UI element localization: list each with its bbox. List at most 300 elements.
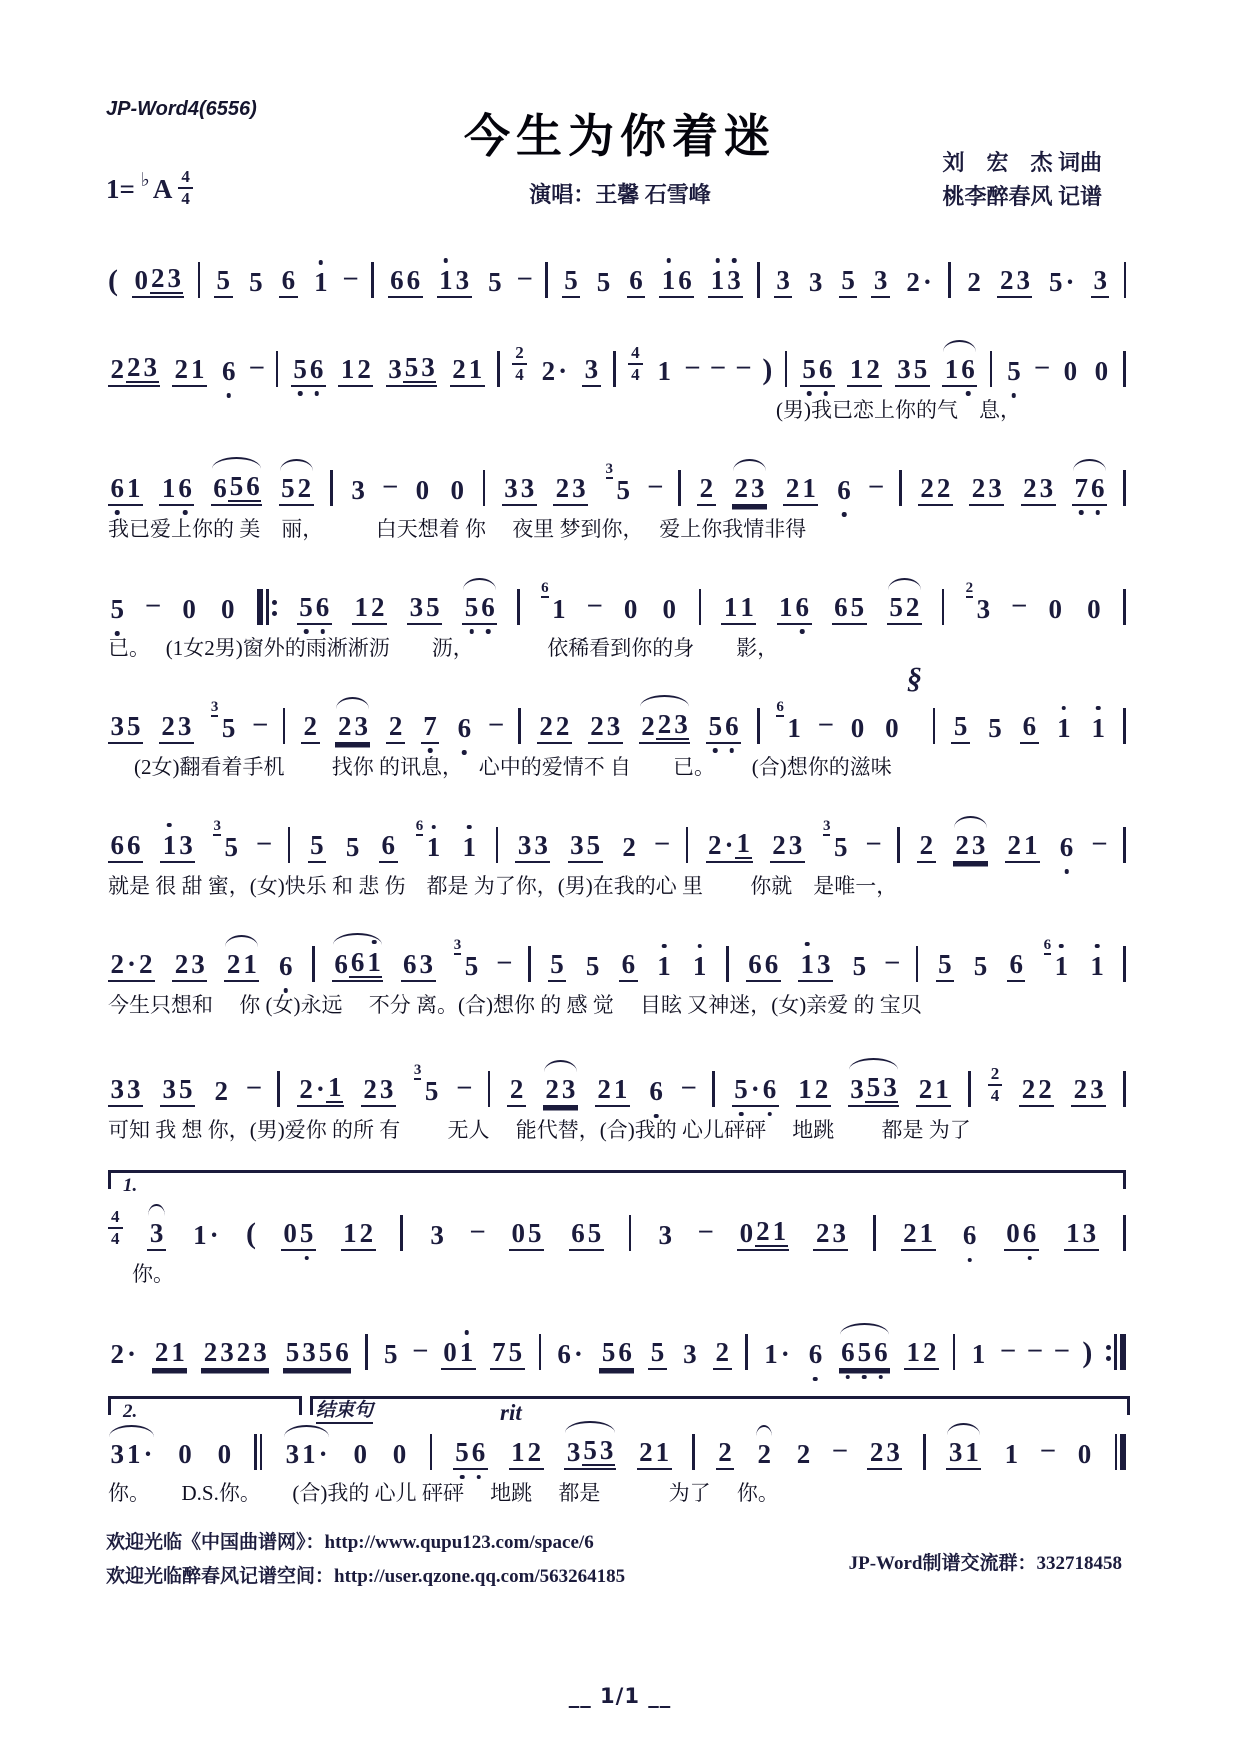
meter-signature: [178, 168, 193, 211]
duration-dash: –: [344, 262, 358, 291]
note-cluster: 1: [1055, 715, 1074, 744]
music-system-6: [108, 801, 1126, 900]
duration-dash: –: [1055, 1334, 1069, 1364]
note-cluster: 1 3: [798, 951, 833, 982]
note-cluster: 2 1: [450, 356, 485, 387]
slur-arc: [733, 459, 766, 471]
duration-dash: –: [819, 707, 833, 737]
note-cluster: 3: [1091, 267, 1110, 298]
barline-|: [497, 351, 500, 387]
note-cluster: 3 1: [946, 1439, 981, 1470]
barline-|: [1123, 827, 1126, 863]
note-cluster: 0 2 3: [132, 265, 184, 298]
volta-label: 2.: [123, 1401, 138, 1423]
barline-|: [968, 1071, 971, 1107]
note-cluster: 5: [108, 596, 127, 625]
note-cluster: 2 3: [770, 832, 805, 863]
music-system-11: [108, 1390, 1126, 1507]
note-cluster: 1 1: [721, 594, 756, 625]
note-cluster: 0: [220, 593, 235, 624]
barline-|: [517, 589, 520, 625]
notation-row: [108, 318, 1126, 387]
duration-dash: –: [885, 945, 899, 975]
lyrics-row: 我已爱上你的 美 丽， 白天想着 你 夜里 梦到你， 爱上你我情非得: [108, 516, 807, 541]
note-cluster: 1: [460, 834, 479, 863]
note-cluster: 6: [647, 1078, 666, 1107]
note-cluster: 0: [178, 1439, 192, 1470]
note-cluster: 2: [716, 1439, 735, 1470]
parenthesis: ): [762, 352, 773, 386]
parenthesis: (: [246, 1217, 256, 1251]
note-cluster: 6 5 6: [839, 1339, 891, 1370]
barline-|: [757, 262, 760, 298]
note-cluster: 3 5: [108, 713, 143, 744]
slur-arc: [943, 340, 976, 352]
notation-row: 3 5 2 3 3 5 – 2 2 3 2 7 6 – 2 2 2 3 2 2 3 5 6 6 1 – 0 0 § 5 5 6 1 1: [108, 682, 1126, 744]
note-cluster: 2: [917, 832, 936, 863]
note-cluster: 5: [852, 950, 867, 981]
note-cluster: 6: [277, 953, 296, 982]
note-cluster: 3 5: [453, 936, 479, 981]
volta-bracket: [108, 1170, 1126, 1197]
slur-arc: [336, 697, 369, 709]
note-cluster: 5: [214, 267, 233, 298]
note-cluster: 3: [808, 267, 823, 297]
footer-links: [106, 1526, 625, 1594]
barline-|: [283, 708, 286, 744]
duration-dash: –: [146, 588, 160, 618]
note-cluster: 5: [249, 267, 263, 297]
note-cluster: 1 2: [509, 1439, 544, 1470]
note-cluster: 0 6: [1004, 1220, 1039, 1251]
key-prefix: 1=: [106, 173, 135, 204]
note-cluster: 0: [1063, 355, 1078, 386]
note-cluster: 1 ·: [764, 1339, 790, 1370]
slur-arc: [280, 459, 313, 471]
duration-dash: –: [833, 1434, 847, 1464]
note-cluster: 0 2 1: [737, 1218, 789, 1251]
note-cluster: 7 5: [490, 1339, 525, 1370]
note-cluster: 2 3 2 3: [201, 1339, 269, 1370]
notation-row: [108, 236, 1126, 298]
note-cluster: 2: [713, 1339, 732, 1370]
barline-|: [288, 827, 291, 863]
note-cluster: 2 2: [918, 475, 953, 506]
music-system-5: [108, 661, 1126, 781]
note-cluster: 1 6: [777, 594, 812, 625]
note-cluster: 5: [1005, 358, 1024, 387]
barline-|: [1123, 1071, 1126, 1107]
note-cluster: 6: [627, 267, 646, 298]
note-cluster: 5: [548, 951, 567, 982]
note-cluster: 2 · 1: [706, 830, 753, 863]
grace-note: 3: [213, 817, 221, 834]
slur-arc: [148, 1204, 165, 1216]
note-cluster: 2 1: [152, 1339, 187, 1370]
barline-|: [933, 708, 936, 744]
note-cluster: 2 3: [732, 475, 767, 506]
slur-arc: [463, 578, 496, 590]
note-cluster: 6 ·: [557, 1339, 583, 1370]
note-cluster: 2: [214, 1076, 228, 1107]
duration-dash: –: [518, 262, 532, 291]
note-cluster: 6 6: [388, 267, 423, 298]
time-signature: $\frac{4}{4}$: [108, 1208, 123, 1251]
note-cluster: 5: [383, 1339, 398, 1370]
note-cluster: 1 6: [659, 267, 694, 298]
note-cluster: 3: [582, 356, 601, 387]
note-cluster: 2 3: [1021, 475, 1056, 506]
music-system-8: [108, 1039, 1126, 1145]
notation-row: [108, 444, 1126, 506]
note-cluster: 7: [421, 713, 440, 744]
duration-dash: –: [711, 350, 725, 380]
note-cluster: 3 5: [210, 698, 236, 743]
notation-row: [108, 1308, 1126, 1370]
note-cluster: 1: [1088, 953, 1107, 982]
note-cluster: 3: [658, 1220, 672, 1251]
lyrics-row: 就是 很 甜 蜜，(女)快乐 和 悲 伤 都是 为了你，(男)在我的心 里 你就 是唯一，: [108, 873, 898, 898]
note-cluster: 2 ·: [110, 1339, 137, 1370]
note-cluster: 3 1 ·: [283, 1441, 330, 1470]
note-cluster: 6: [619, 951, 638, 982]
note-cluster: 1 2: [341, 1220, 376, 1251]
note-cluster: 3 5: [895, 356, 930, 387]
duration-dash: –: [867, 826, 881, 856]
note-cluster: 0: [885, 712, 899, 743]
barline-|: [990, 351, 993, 387]
duration-dash: –: [736, 350, 750, 380]
note-cluster: 0: [182, 593, 196, 624]
note-cluster: 2 2 3: [639, 711, 691, 744]
note-cluster: 2 3: [543, 1076, 578, 1107]
barline-|: [528, 946, 531, 982]
barline-|: [1123, 351, 1126, 387]
note-cluster: 2 2: [1019, 1076, 1054, 1107]
barline-|: [539, 1334, 542, 1370]
note-cluster: 2 3: [361, 1076, 396, 1107]
barline-|: [1123, 470, 1126, 506]
duration-dash: –: [383, 469, 397, 499]
note-cluster: 1 2: [352, 594, 387, 625]
note-cluster: 1 2: [796, 1076, 831, 1107]
flat-icon: ♭: [140, 169, 150, 191]
note-cluster: 6 6: [746, 951, 781, 982]
barline-|: [785, 351, 788, 387]
note-cluster: 1 3: [708, 267, 743, 298]
barline-|: [312, 946, 315, 982]
barline-|: [745, 1334, 748, 1370]
note-cluster: 1 3: [160, 832, 195, 863]
duration-dash: –: [471, 1215, 485, 1245]
note-cluster: 1 2: [904, 1339, 939, 1370]
barline-|: [613, 351, 616, 387]
barline-|: [483, 470, 486, 506]
note-cluster: 0: [353, 1439, 367, 1470]
note-cluster: 5 6: [706, 713, 741, 744]
slur-arc: [954, 816, 987, 828]
note-cluster: 3 5: [160, 1076, 195, 1107]
duration-dash: –: [1028, 1334, 1042, 1364]
footer-qq-group: JP-Word制谱交流群：332718458: [848, 1553, 1122, 1574]
barline-|: [948, 262, 951, 298]
note-cluster: 6: [835, 477, 854, 506]
note-cluster: 6: [960, 1222, 979, 1251]
note-cluster: 2: [507, 1076, 526, 1107]
duration-dash: –: [869, 469, 883, 499]
lyrics-row: (男)我已恋上你的气 息，: [776, 397, 1021, 422]
notation-row: [108, 563, 1126, 625]
note-cluster: 5: [562, 267, 581, 298]
note-cluster: 0: [623, 593, 638, 624]
music-system-2: [108, 318, 1126, 424]
note-cluster: 5: [585, 950, 600, 981]
barline-|: [330, 470, 333, 506]
note-cluster: 2 3: [997, 267, 1032, 298]
note-cluster: 3 5: [605, 460, 630, 505]
note-cluster: 2: [622, 831, 636, 862]
key-signature: [106, 168, 193, 211]
note-cluster: 5 6: [599, 1339, 634, 1370]
note-cluster: 3: [871, 267, 890, 298]
duration-dash: –: [250, 350, 264, 380]
grace-note: 3: [413, 1062, 422, 1079]
note-cluster: 2 1: [637, 1439, 672, 1470]
note-cluster: 3: [147, 1220, 166, 1251]
note-cluster: 2 3: [953, 832, 988, 863]
duration-dash: –: [497, 945, 511, 975]
duration-dash: –: [1041, 1434, 1055, 1464]
note-cluster: 5 6: [453, 1439, 488, 1470]
note-cluster: 2: [301, 713, 320, 744]
note-cluster: 0: [662, 593, 677, 624]
slur-arc: [840, 1323, 890, 1335]
music-system-3: [108, 444, 1126, 543]
duration-dash: –: [413, 1334, 427, 1364]
note-cluster: 3 5: [213, 817, 238, 862]
note-cluster: 6 1: [108, 475, 143, 506]
note-cluster: 2 2 3: [108, 354, 160, 387]
barline-|: [1123, 1215, 1126, 1251]
note-cluster: 2 3: [813, 1220, 848, 1251]
note-cluster: 6 6 1: [332, 949, 384, 982]
duration-dash: –: [1092, 826, 1106, 856]
note-cluster: 6 5: [569, 1220, 604, 1251]
lyrics-row: 你。 D.S.你。 (合)我的 心儿 砰砰 地跳 都是 为了 你。: [108, 1481, 779, 1506]
barline-|: [712, 1071, 715, 1107]
note-cluster: 2 3: [159, 713, 194, 744]
note-cluster: 5: [648, 1339, 667, 1370]
note-cluster: 2 1: [916, 1076, 951, 1107]
section-bracket: [310, 1396, 1130, 1422]
duration-dash: –: [1001, 1334, 1015, 1364]
note-cluster: 3: [774, 267, 793, 298]
note-cluster: 6 1: [415, 817, 441, 862]
duration-dash: –: [457, 1071, 471, 1101]
note-cluster: 0: [1087, 593, 1101, 624]
note-cluster: 6: [1057, 834, 1076, 863]
barline-|: [953, 1334, 956, 1370]
grace-note: 6: [541, 579, 549, 596]
note-cluster: 1 3: [437, 267, 472, 298]
note-cluster: 0: [415, 474, 430, 505]
note-cluster: 2 1: [172, 356, 207, 387]
time-signature: $\frac{2}{4}$: [512, 344, 527, 387]
note-cluster: 2 3: [553, 475, 588, 506]
note-cluster: 2 1: [595, 1076, 630, 1107]
music-system-7: [108, 920, 1126, 1019]
duration-dash: –: [686, 350, 700, 380]
barline-|: [1124, 262, 1127, 298]
note-cluster: 7 6: [1072, 475, 1107, 506]
duration-dash: –: [1012, 588, 1026, 618]
barline-FB: [1115, 1434, 1127, 1470]
meter-denominator: 4: [181, 188, 190, 208]
singer-line: 演唱：王馨 石雪峰: [529, 182, 711, 207]
grace-note: 3: [453, 936, 462, 953]
note-cluster: 5 2: [279, 475, 314, 506]
barline-|: [923, 1434, 926, 1470]
score-body: [108, 236, 1126, 1527]
note-cluster: 2: [697, 475, 716, 506]
note-cluster: 2 3: [969, 475, 1004, 506]
note-cluster: 3: [430, 1220, 444, 1251]
duration-dash: –: [682, 1071, 696, 1101]
note-cluster: 5 6: [297, 594, 332, 625]
barline-|: [1123, 589, 1126, 625]
note-cluster: 2: [967, 267, 981, 297]
note-cluster: 0: [392, 1439, 407, 1470]
note-cluster: 1 6: [159, 475, 194, 506]
software-watermark: JP-Word4(6556): [106, 98, 257, 120]
barline-|: [430, 1434, 433, 1470]
note-cluster: 2 1: [901, 1220, 936, 1251]
note-cluster: 6 5: [832, 594, 867, 625]
note-cluster: 1 2: [847, 356, 882, 387]
note-cluster: 3 5 3: [848, 1074, 900, 1107]
note-cluster: 5: [988, 712, 1002, 743]
barline-|: [371, 262, 374, 298]
note-cluster: 3 3: [108, 1076, 143, 1107]
slur-arc: [947, 1423, 980, 1435]
slur-arc: [212, 457, 262, 469]
music-system-10: [108, 1308, 1126, 1370]
note-cluster: 2 3: [1071, 1076, 1106, 1107]
lyrics-row: 今生只想和 你 (女)永远 不分 离。(合)想你 的 感 觉 目眩 又神迷，(女)亲爱 的 宝贝: [108, 992, 922, 1017]
slur-arc: [640, 695, 690, 707]
footer-link-qzone: 欢迎光临醉春风记谱空间：http://user.qzone.qq.com/563264185: [106, 1566, 626, 1588]
note-cluster: 5: [596, 267, 611, 297]
note-cluster: 1 3: [1064, 1220, 1099, 1251]
note-cluster: 2 3: [172, 951, 207, 982]
note-cluster: 3: [683, 1339, 697, 1370]
barline-|: [277, 1071, 280, 1107]
note-cluster: 1 ·: [193, 1220, 219, 1251]
lyrics-row: 可知 我 想 你，(男)爱你 的所 有 无人 能代替，(合)我的 心儿砰砰 地跳 都是 为了: [108, 1118, 971, 1143]
barline-|: [545, 262, 548, 298]
barline-|: [692, 1434, 695, 1470]
note-cluster: 0 1: [441, 1339, 476, 1370]
barline-|: [400, 1215, 403, 1251]
grace-note: 6: [1043, 936, 1052, 953]
grace-note: 6: [776, 698, 784, 715]
note-cluster: 2: [796, 1439, 811, 1470]
note-cluster: 2 2: [537, 713, 572, 744]
barline-|: [198, 262, 201, 298]
volta-label: 1.: [123, 1175, 138, 1197]
barline-|: [916, 946, 919, 982]
note-cluster: 5 2: [887, 594, 922, 625]
lyricist-composer: 刘 宏 杰 词曲: [942, 150, 1102, 175]
note-cluster: 3 5 3: [564, 1437, 616, 1470]
note-cluster: 1: [1089, 715, 1108, 744]
note-cluster: 5: [936, 951, 955, 982]
barline-RB: [257, 589, 277, 625]
note-cluster: 5: [951, 713, 970, 744]
lyrics-row: (2女)翻看着手机 找你 的讯息， 心中的爱情不 自 已。 (合)想你的滋味: [134, 754, 892, 779]
song-title: 今生为你着迷: [464, 111, 776, 162]
duration-dash: –: [648, 469, 662, 499]
slur-arc: [849, 1058, 899, 1070]
note-cluster: 0: [217, 1439, 232, 1470]
barline-|: [873, 1215, 876, 1251]
lyrics-row: 已。 (1女2男)窗外的雨淅淅沥 沥， 依稀看到你的身 影，: [108, 635, 779, 660]
note-cluster: 2 ·: [906, 267, 932, 297]
parenthesis: ): [1082, 1336, 1093, 1370]
note-cluster: 1: [312, 269, 331, 298]
section-label: 结束句: [316, 1401, 373, 1424]
note-cluster: 5 6: [291, 356, 326, 387]
barline-|: [726, 946, 729, 982]
note-cluster: 6 1: [776, 698, 801, 743]
note-cluster: 1: [690, 953, 709, 982]
note-cluster: 3 3: [502, 475, 537, 506]
grace-note: 3: [605, 460, 613, 477]
note-cluster: 2: [755, 1441, 774, 1470]
note-cluster: 3 5: [568, 832, 603, 863]
barline-|: [365, 1334, 368, 1370]
barline-|: [678, 470, 681, 506]
grace-note: 2: [965, 579, 974, 596]
note-cluster: 1: [1004, 1439, 1019, 1470]
note-cluster: 1 2: [338, 356, 373, 387]
note-cluster: 2 · 1: [297, 1074, 344, 1107]
slur-arc: [756, 1425, 773, 1437]
slur-arc: [225, 935, 258, 947]
note-cluster: 6: [455, 715, 474, 744]
slur-arc: [888, 578, 921, 590]
note-cluster: 6: [219, 358, 238, 387]
note-cluster: 0: [1094, 355, 1109, 386]
barline-|: [1123, 708, 1126, 744]
note-cluster: 3 5: [407, 594, 442, 625]
note-cluster: 6: [279, 267, 298, 298]
duration-dash: –: [588, 588, 602, 618]
note-cluster: 6 1: [1043, 936, 1069, 981]
duration-dash: –: [247, 1071, 261, 1101]
time-signature: $\frac{2}{4}$: [988, 1065, 1003, 1108]
note-cluster: 1: [971, 1339, 986, 1370]
music-system-4: [108, 563, 1126, 662]
note-cluster: 2 ·: [541, 355, 568, 386]
lyrics-row: 你。: [132, 1262, 174, 1287]
notation-row: [108, 920, 1126, 982]
notation-row: [108, 801, 1126, 863]
note-cluster: 2 3: [867, 1439, 902, 1470]
note-cluster: 6 6: [108, 832, 143, 863]
parenthesis: (: [108, 264, 118, 297]
duration-dash: –: [257, 826, 271, 856]
